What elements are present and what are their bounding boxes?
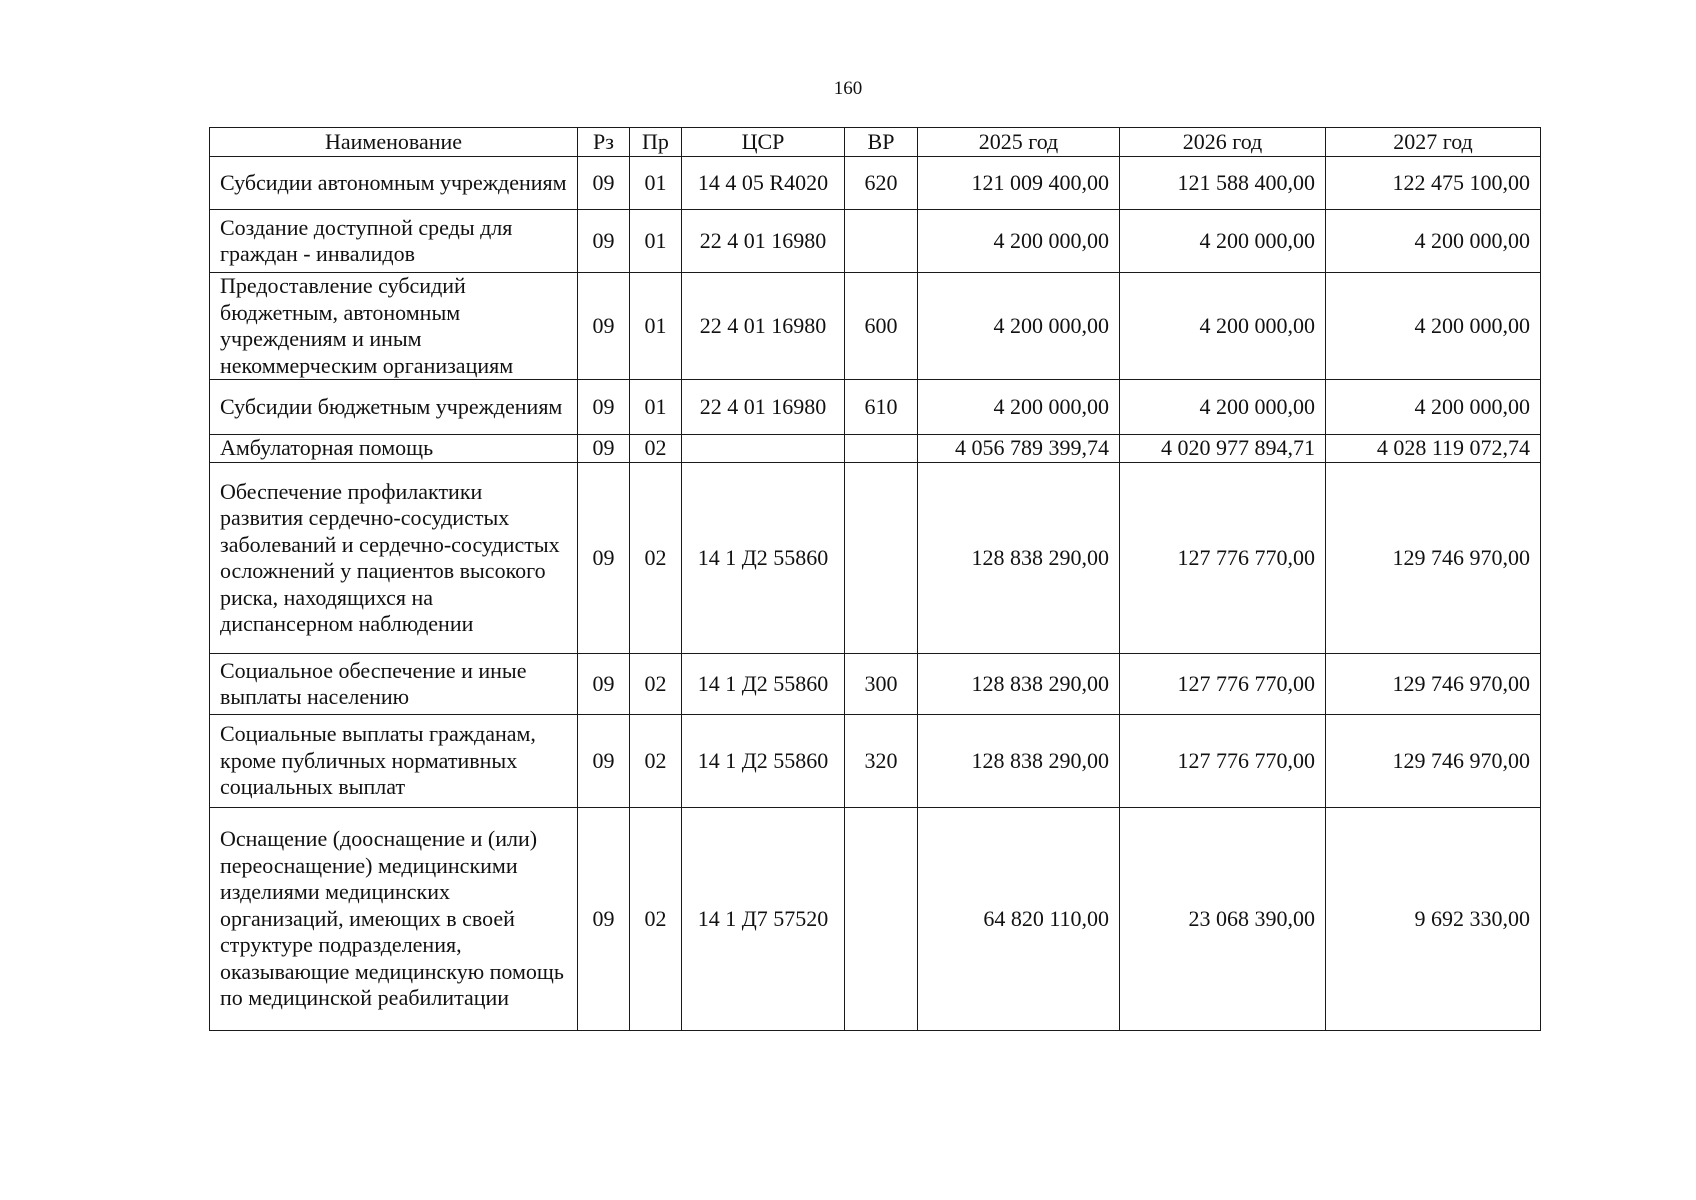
cell-csr: 14 1 Д2 55860	[682, 654, 845, 715]
table-row	[210, 210, 1541, 273]
cell-2027: 129 746 970,00	[1326, 463, 1541, 654]
header-rz: Рз	[578, 128, 630, 157]
table-row	[210, 157, 1541, 210]
cell-pr: 02	[630, 808, 682, 1031]
cell-2027: 4 028 119 072,74	[1326, 435, 1541, 463]
cell-2026: 127 776 770,00	[1120, 654, 1326, 715]
cell-rz: 09	[578, 654, 630, 715]
cell-pr: 02	[630, 715, 682, 808]
cell-pr: 02	[630, 435, 682, 463]
cell-2025: 4 056 789 399,74	[918, 435, 1120, 463]
cell-name: Социальное обеспечение и иные выплаты населению	[210, 654, 578, 715]
cell-2025: 4 200 000,00	[918, 273, 1120, 380]
header-2026: 2026 год	[1120, 128, 1326, 157]
budget-table	[209, 127, 1541, 1031]
cell-rz: 09	[578, 435, 630, 463]
table-row	[210, 463, 1541, 654]
cell-name: Предоставление субсидий бюджетным, автономным учреждениям и иным некоммерческим организациям	[210, 273, 578, 380]
cell-csr: 14 4 05 R4020	[682, 157, 845, 210]
cell-name: Субсидии бюджетным учреждениям	[210, 380, 578, 435]
cell-2026: 4 200 000,00	[1120, 210, 1326, 273]
cell-2027: 4 200 000,00	[1326, 380, 1541, 435]
cell-2025: 128 838 290,00	[918, 463, 1120, 654]
header-csr: ЦСР	[682, 128, 845, 157]
cell-name: Субсидии автономным учреждениям	[210, 157, 578, 210]
cell-rz: 09	[578, 715, 630, 808]
cell-vr: 610	[845, 380, 918, 435]
header-2027: 2027 год	[1326, 128, 1541, 157]
cell-csr: 14 1 Д2 55860	[682, 715, 845, 808]
cell-2027: 9 692 330,00	[1326, 808, 1541, 1031]
cell-rz: 09	[578, 210, 630, 273]
cell-name: Обеспечение профилактики развития сердечно-сосудистых заболеваний и сердечно-сосудистых осложнений у пациентов высокого риска, находящихся на диспансерном наблюдении	[210, 463, 578, 654]
cell-vr: 320	[845, 715, 918, 808]
cell-pr: 01	[630, 210, 682, 273]
cell-vr: 600	[845, 273, 918, 380]
cell-vr: 620	[845, 157, 918, 210]
table-row	[210, 380, 1541, 435]
cell-pr: 02	[630, 463, 682, 654]
cell-2026: 4 200 000,00	[1120, 273, 1326, 380]
table-row	[210, 273, 1541, 380]
table-row	[210, 654, 1541, 715]
cell-csr: 14 1 Д7 57520	[682, 808, 845, 1031]
cell-2026: 23 068 390,00	[1120, 808, 1326, 1031]
cell-2025: 128 838 290,00	[918, 654, 1120, 715]
table-row	[210, 435, 1541, 463]
cell-name: Амбулаторная помощь	[210, 435, 578, 463]
cell-rz: 09	[578, 157, 630, 210]
cell-2025: 64 820 110,00	[918, 808, 1120, 1031]
cell-2026: 4 200 000,00	[1120, 380, 1326, 435]
cell-csr: 22 4 01 16980	[682, 380, 845, 435]
cell-name: Создание доступной среды для граждан - инвалидов	[210, 210, 578, 273]
cell-2026: 127 776 770,00	[1120, 715, 1326, 808]
header-name: Наименование	[210, 128, 578, 157]
cell-vr	[845, 210, 918, 273]
cell-2026: 121 588 400,00	[1120, 157, 1326, 210]
cell-csr: 22 4 01 16980	[682, 273, 845, 380]
cell-rz: 09	[578, 273, 630, 380]
cell-csr: 22 4 01 16980	[682, 210, 845, 273]
cell-name: Социальные выплаты гражданам, кроме публичных нормативных социальных выплат	[210, 715, 578, 808]
cell-vr	[845, 435, 918, 463]
cell-2026: 4 020 977 894,71	[1120, 435, 1326, 463]
cell-vr	[845, 808, 918, 1031]
cell-pr: 01	[630, 157, 682, 210]
header-row	[210, 128, 1541, 157]
header-2025: 2025 год	[918, 128, 1120, 157]
cell-csr: 14 1 Д2 55860	[682, 463, 845, 654]
cell-pr: 01	[630, 380, 682, 435]
cell-rz: 09	[578, 463, 630, 654]
cell-2027: 129 746 970,00	[1326, 654, 1541, 715]
cell-rz: 09	[578, 808, 630, 1031]
cell-rz: 09	[578, 380, 630, 435]
cell-2027: 4 200 000,00	[1326, 273, 1541, 380]
cell-2025: 128 838 290,00	[918, 715, 1120, 808]
table-row	[210, 808, 1541, 1031]
cell-2025: 121 009 400,00	[918, 157, 1120, 210]
cell-2025: 4 200 000,00	[918, 380, 1120, 435]
cell-vr: 300	[845, 654, 918, 715]
header-vr: ВР	[845, 128, 918, 157]
cell-2026: 127 776 770,00	[1120, 463, 1326, 654]
cell-pr: 01	[630, 273, 682, 380]
cell-pr: 02	[630, 654, 682, 715]
cell-name: Оснащение (дооснащение и (или) переоснащение) медицинскими изделиями медицинских организаций, имеющих в своей структуре подразделения, оказывающие медицинскую помощь по медицинской реабилитации	[210, 808, 578, 1031]
table-row	[210, 715, 1541, 808]
cell-vr	[845, 463, 918, 654]
cell-2027: 122 475 100,00	[1326, 157, 1541, 210]
page-number: 160	[833, 78, 863, 99]
cell-2025: 4 200 000,00	[918, 210, 1120, 273]
header-pr: Пр	[630, 128, 682, 157]
cell-csr	[682, 435, 845, 463]
cell-2027: 129 746 970,00	[1326, 715, 1541, 808]
cell-2027: 4 200 000,00	[1326, 210, 1541, 273]
